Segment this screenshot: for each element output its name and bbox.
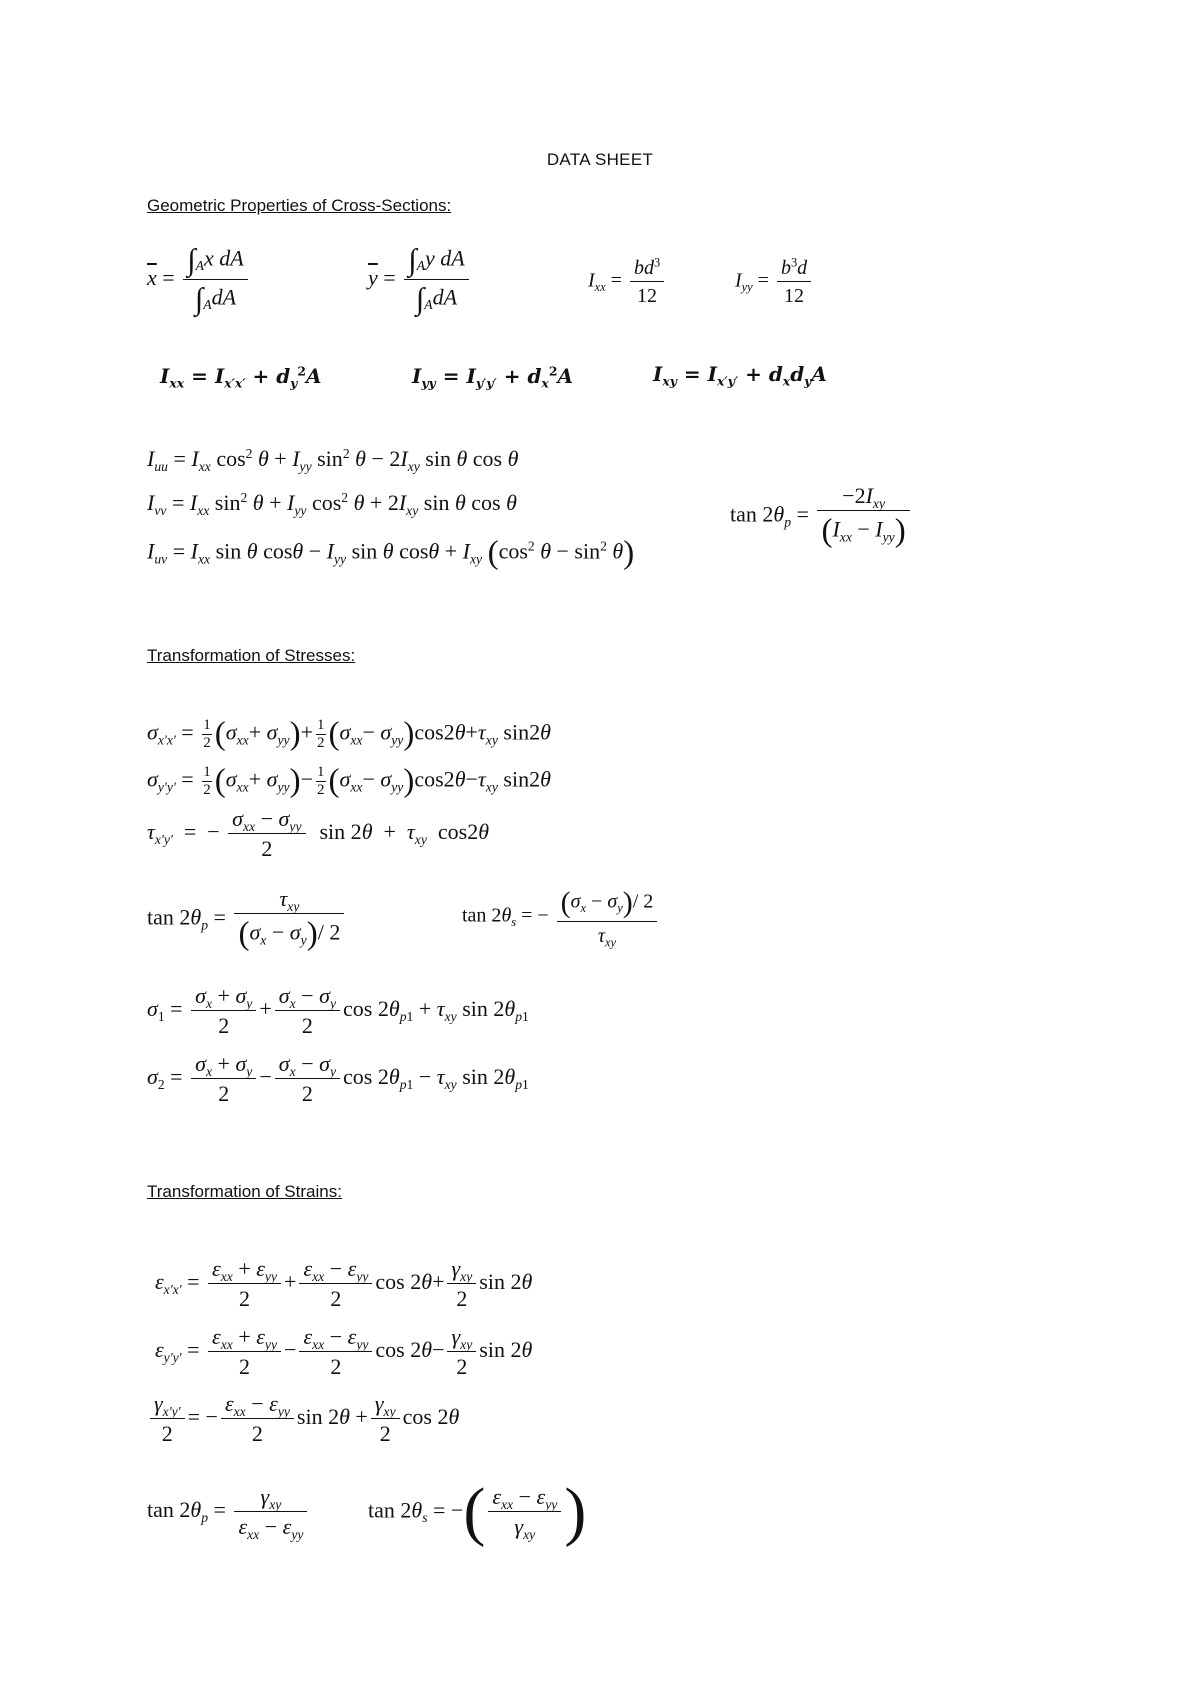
parallel-axis-iyy: $I_{yy} = I_{y'y'} + d_x^2A$ [412,363,573,391]
rotated-iuv-formula: $I_{uv} = I_{xx}$ sin θ $\cos\theta - I_{yy}$ sin θ $\cos\theta + I_{xy}$ ($\cos^2$ $\theta - \sin^2 \theta$) [147,535,635,571]
page-title: DATA SHEET [546,150,654,169]
rotated-iuu-formula: $I_{uu} = I_{xx}$ $\cos^2 \theta + I_{yy}$ $\sin^2 \theta - 2I_{xy}$ sin θ cos θ [147,445,519,474]
normal-stress-x-prime-formula: $\sigma_{x'x'}$ = $\frac{1}{2}$ $(\sigma_{xx}+ \sigma_{yy})+$ $\frac{1}{2}$ $(\sigma_{xx}- \sigma_{yy})\cos 2\theta+\tau_{xy}$ sin2θ [147,716,551,752]
centroid-y-formula: $\overline{y}$ = $\frac{\int_Ay dA}{\int_AdA}$ [368,245,472,315]
normal-strain-x-prime-formula: $\varepsilon_{x'x'}$ = $\frac{\varepsilon_{xx} + \varepsilon_{yy}}{2}$ + $\frac{\varepsilon_{xx} - \varepsilon_{yy}}{2}$ cos 2θ+ $\frac{\gamma_{xy}}{2}$ sin 2θ [155,1256,533,1311]
parallel-axis-ixy: $I_{xy} = I_{x'y'} + d_xd_yA$ [653,362,827,389]
max-shear-strain-angle-formula: $\tan 2\theta_s$ = −( $\frac{\varepsilon_{xx} - \varepsilon_{yy}}{\gamma_{xy}}$ ) [368,1475,587,1548]
shear-stress-prime-formula: $\tau_{x'y'}$ = − $\frac{\sigma_{xx} - \sigma_{yy}}{2}$ $\sin 2\theta + \tau_{xy}$ cos2θ [147,806,490,861]
rectangle-ixx-formula: $I_{xx}$ = $\frac{bd^3}{12}$ [588,258,667,306]
rotated-ivv-formula: $I_{vv} = I_{xx}$ $\sin^2 \theta + I_{yy}$ $\cos^2 \theta + 2I_{xy}$ sin θ cos θ [147,489,517,518]
section-heading-stresses: Transformation of Stresses: [147,646,356,665]
principal-axes-angle-formula: $\tan 2\theta_p$ = $\frac{-2I_{xy}}{(I_{xx} - I_{yy})}$ [730,485,913,548]
centroid-x-formula: $\overline{x}$ = $\frac{\int_Ax dA}{\int_AdA}$ [147,245,251,315]
section-heading-strains: Transformation of Strains: [147,1182,342,1201]
max-shear-stress-angle-formula: $\tan 2\theta_s$ = − $\frac{(\sigma_x - \sigma_y)/ 2}{\tau_{xy}}$ [462,888,660,946]
normal-stress-y-prime-formula: $\sigma_{y'y'}$ = $\frac{1}{2}$ $(\sigma_{xx}+ \sigma_{yy})-$ $\frac{1}{2}$ $(\sigma_{xx}- \sigma_{yy})\cos 2\theta-\tau_{xy}$ sin2θ [147,763,551,799]
shear-strain-prime-formula: $\frac{\gamma_{x'y'}}{2}$ = − $\frac{\varepsilon_{xx} - \varepsilon_{yy}}{2}$ sin 2θ + $\frac{\gamma_{xy}}{2}$ cos 2θ [147,1393,459,1445]
normal-strain-y-prime-formula: $\varepsilon_{y'y'}$ = $\frac{\varepsilon_{xx} + \varepsilon_{yy}}{2}$ − $\frac{\varepsilon_{xx} - \varepsilon_{yy}}{2}$ cos 2θ− $\frac{\gamma_{xy}}{2}$ sin 2θ [155,1324,533,1379]
section-heading-geometric: Geometric Properties of Cross-Sections: [147,196,452,215]
principal-strain-angle-formula: $\tan 2\theta_p$ = $\frac{\gamma_{xy}}{\varepsilon_{xx} - \varepsilon_{yy}}$ [147,1486,310,1538]
principal-stress-1-formula: $\sigma_1$ = $\frac{\sigma_x + \sigma_y}{2}$ + $\frac{\sigma_x - \sigma_y}{2}$ $\cos 2\theta_{p1} + \tau_{xy}$ $\sin 2\theta_{p1}$ [147,983,529,1038]
rectangle-iyy-formula: $I_{yy}$ = $\frac{b^3d}{12}$ [735,258,814,306]
principal-stress-angle-formula: $\tan 2\theta_p$ = $\frac{\tau_{xy}}{(\sigma_x - \sigma_y)/ 2}$ [147,888,347,951]
principal-stress-2-formula: $\sigma_2$ = $\frac{\sigma_x + \sigma_y}{2}$ − $\frac{\sigma_x - \sigma_y}{2}$ $\cos 2\theta_{p1} - \tau_{xy}$ $\sin 2\theta_{p1}$ [147,1051,529,1106]
parallel-axis-ixx: $I_{xx} = I_{x'x'} + d_y^2A$ [160,363,322,391]
